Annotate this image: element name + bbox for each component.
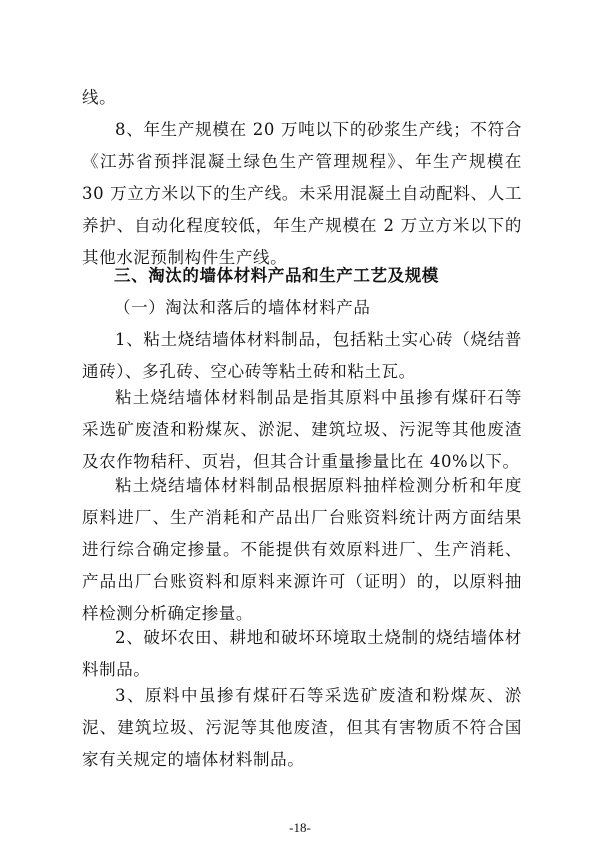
paragraph-continuation: 线。: [82, 88, 117, 107]
paragraph-item-2: 2、破坏农田、耕地和破坏环境取土烧制的烧结墙体材料制品。: [82, 628, 522, 679]
paragraph-definition: 粘土烧结墙体材料制品是指其原料中虽掺有煤矸石等采选矿废渣和粉煤灰、淤泥、建筑垃圾、污泥等其他废渣及农作物秸秆、页岩，但其合计重量掺量比在 40%以下。: [82, 388, 522, 471]
paragraph-item-8: 8、年生产规模在 20 万吨以下的砂浆生产线；不符合《江苏省预拌混凝土绿色生产管理规程》、年生产规模在 30 万立方米以下的生产线。未采用混凝土自动配料、人工养护、自动化程度较低，年生产规模在 2 万立方米以下的其他水泥预制构件生产线。: [82, 120, 522, 267]
paragraph-dosage-determination: 粘土烧结墙体材料制品根据原料抽样检测分析和年度原料进厂、生产消耗和产品出厂台账资料统计两方面结果进行综合确定掺量。不能提供有效原料进厂、生产消耗、产品出厂台账资料和原料来源许可（证明）的，以原料抽样检测分析确定掺量。: [82, 476, 522, 623]
page-number: -18-: [289, 820, 311, 835]
paragraph-item-3: 3、原料中虽掺有煤矸石等采选矿废渣和粉煤灰、淤泥、建筑垃圾、污泥等其他废渣，但其有害物质不符合国家有关规定的墙体材料制品。: [82, 686, 522, 769]
paragraph-item-1: 1、粘土烧结墙体材料制品，包括粘土实心砖（烧结普通砖）、多孔砖、空心砖等粘土砖和粘土瓦。: [82, 330, 522, 381]
subsection-heading-1: （一）淘汰和落后的墙体材料产品: [114, 298, 371, 317]
section-heading-3: 三、淘汰的墙体材料产品和生产工艺及规模: [114, 266, 439, 285]
